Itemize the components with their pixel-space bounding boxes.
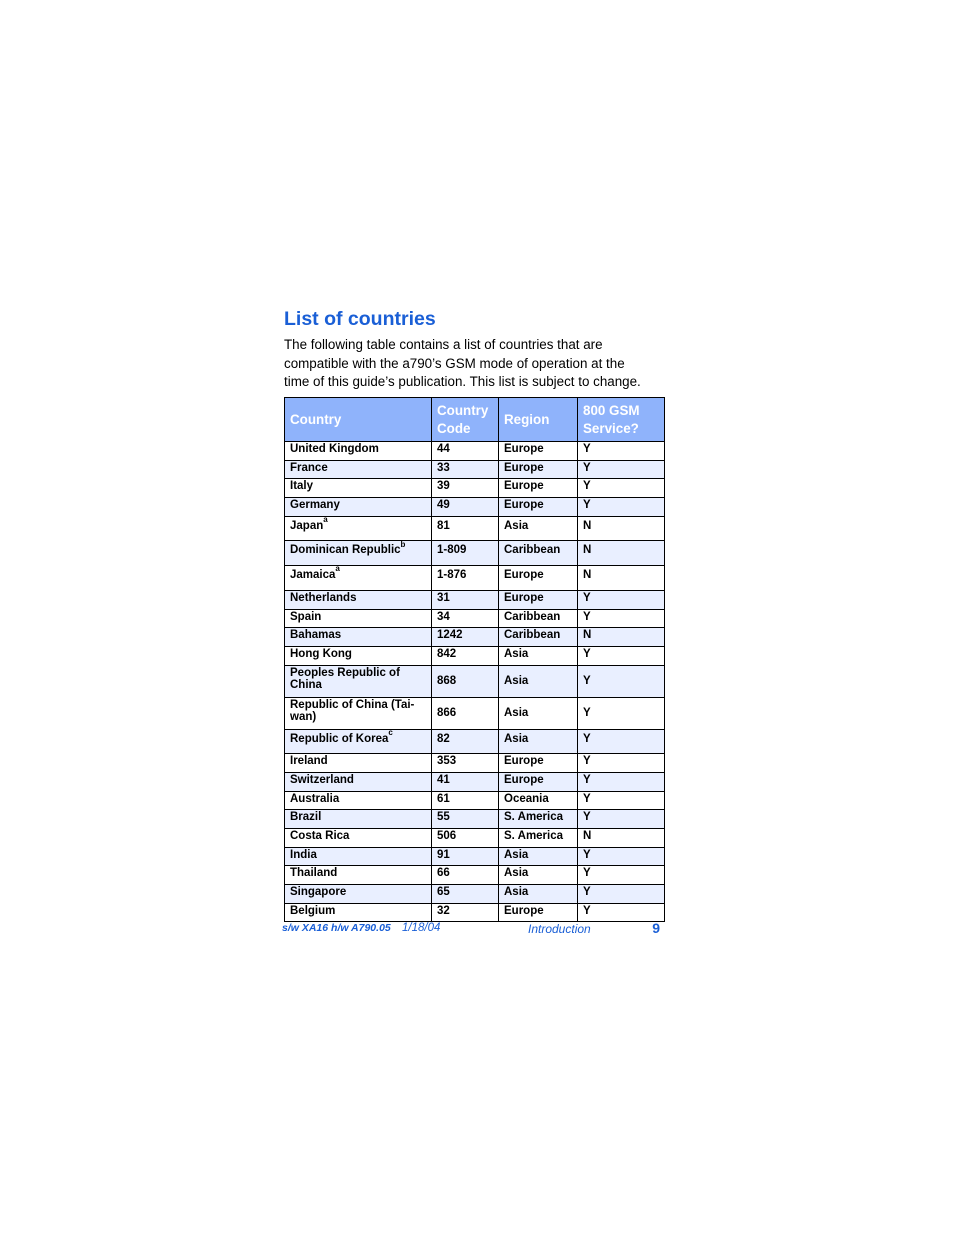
table-row <box>285 810 665 829</box>
cell-service: Y <box>578 460 665 479</box>
cell-code: 41 <box>432 772 499 791</box>
cell-region: S. America <box>499 829 578 848</box>
cell-code: 44 <box>432 442 499 461</box>
cell-country: Singapore <box>285 885 432 904</box>
cell-service: Y <box>578 697 665 729</box>
cell-country: Thailand <box>285 866 432 885</box>
cell-region: Europe <box>499 566 578 591</box>
cell-code: 31 <box>432 590 499 609</box>
table-row <box>285 442 665 461</box>
cell-country: Germany <box>285 498 432 517</box>
cell-code: 66 <box>432 866 499 885</box>
cell-service: Y <box>578 442 665 461</box>
cell-country: United Kingdom <box>285 442 432 461</box>
cell-region: Asia <box>499 646 578 665</box>
intro-paragraph <box>284 336 674 392</box>
table-row <box>285 729 665 754</box>
cell-service: Y <box>578 885 665 904</box>
table-row <box>285 866 665 885</box>
table-row <box>285 541 665 566</box>
cell-code: 842 <box>432 646 499 665</box>
table-header-row <box>285 398 665 442</box>
table-row <box>285 590 665 609</box>
cell-code: 55 <box>432 810 499 829</box>
cell-country: Republic of Korea$^c$ <box>285 729 432 754</box>
cell-region: Europe <box>499 903 578 922</box>
cell-country: Hong Kong <box>285 646 432 665</box>
cell-service: N <box>578 829 665 848</box>
table-row <box>285 479 665 498</box>
cell-service: N <box>578 566 665 591</box>
cell-service: Y <box>578 665 665 697</box>
cell-code: 65 <box>432 885 499 904</box>
cell-service: Y <box>578 772 665 791</box>
intro-line: time of this guide’s publication. This list is subject to change. <box>284 374 641 389</box>
cell-service: N <box>578 541 665 566</box>
cell-code: 82 <box>432 729 499 754</box>
header-region: Region <box>499 398 578 442</box>
table-row <box>285 829 665 848</box>
table-row <box>285 609 665 628</box>
cell-service: Y <box>578 866 665 885</box>
table-row <box>285 697 665 729</box>
cell-region: Asia <box>499 866 578 885</box>
cell-region: Asia <box>499 847 578 866</box>
page-footer <box>282 920 664 938</box>
cell-country: Australia <box>285 791 432 810</box>
cell-code: 81 <box>432 516 499 541</box>
cell-code: 49 <box>432 498 499 517</box>
table-row <box>285 847 665 866</box>
cell-country: Belgium <box>285 903 432 922</box>
cell-code: 1-876 <box>432 566 499 591</box>
cell-region: Europe <box>499 479 578 498</box>
cell-service: N <box>578 516 665 541</box>
footnote-marker: c <box>388 727 393 737</box>
cell-code: 866 <box>432 697 499 729</box>
cell-region: Oceania <box>499 791 578 810</box>
cell-country: Republic of China (Tai- wan) <box>285 697 432 729</box>
cell-country: Bahamas <box>285 628 432 647</box>
table-row <box>285 885 665 904</box>
cell-country: Spain <box>285 609 432 628</box>
cell-country: Dominican Republic$^b$ <box>285 541 432 566</box>
header-country: Country <box>285 398 432 442</box>
cell-region: Caribbean <box>499 628 578 647</box>
cell-code: 91 <box>432 847 499 866</box>
cell-region: Asia <box>499 885 578 904</box>
cell-code: 33 <box>432 460 499 479</box>
table-row <box>285 665 665 697</box>
cell-code: 1-809 <box>432 541 499 566</box>
cell-region: Asia <box>499 665 578 697</box>
cell-country: Italy <box>285 479 432 498</box>
cell-region: Caribbean <box>499 609 578 628</box>
cell-service: Y <box>578 479 665 498</box>
table-row <box>285 646 665 665</box>
cell-code: 868 <box>432 665 499 697</box>
cell-service: N <box>578 628 665 647</box>
cell-region: S. America <box>499 810 578 829</box>
cell-country: Switzerland <box>285 772 432 791</box>
countries-table <box>284 397 665 922</box>
cell-service: Y <box>578 498 665 517</box>
cell-service: Y <box>578 847 665 866</box>
cell-region: Europe <box>499 460 578 479</box>
footer-section: Introduction <box>528 922 591 936</box>
cell-country: Brazil <box>285 810 432 829</box>
cell-region: Europe <box>499 590 578 609</box>
cell-service: Y <box>578 609 665 628</box>
cell-service: Y <box>578 754 665 773</box>
page-title: List of countries <box>284 308 436 330</box>
table-row <box>285 754 665 773</box>
cell-country: Costa Rica <box>285 829 432 848</box>
table-row <box>285 460 665 479</box>
cell-service: Y <box>578 590 665 609</box>
intro-line: compatible with the a790’s GSM mode of operation at the <box>284 355 625 371</box>
cell-region: Caribbean <box>499 541 578 566</box>
intro-line: The following table contains a list of countries that are <box>284 337 603 352</box>
table-row <box>285 498 665 517</box>
cell-region: Asia <box>499 729 578 754</box>
cell-code: 506 <box>432 829 499 848</box>
cell-country: Netherlands <box>285 590 432 609</box>
header-country-code: Country Code <box>432 398 499 442</box>
cell-code: 32 <box>432 903 499 922</box>
cell-region: Europe <box>499 772 578 791</box>
cell-code: 1242 <box>432 628 499 647</box>
table-row <box>285 516 665 541</box>
header-gsm-service: 800 GSM Service? <box>578 398 665 442</box>
cell-country: Jamaica$^a$ <box>285 566 432 591</box>
footnote-marker: a <box>323 514 328 524</box>
cell-service: Y <box>578 903 665 922</box>
cell-country: Japan$^a$ <box>285 516 432 541</box>
cell-code: 353 <box>432 754 499 773</box>
cell-service: Y <box>578 810 665 829</box>
cell-code: 34 <box>432 609 499 628</box>
cell-service: Y <box>578 729 665 754</box>
footer-version: s/w XA16 h/w A790.05 <box>282 922 391 934</box>
cell-country: Peoples Republic of China <box>285 665 432 697</box>
cell-region: Europe <box>499 498 578 517</box>
table-row <box>285 628 665 647</box>
page-number: 9 <box>652 920 660 936</box>
cell-country: Ireland <box>285 754 432 773</box>
cell-code: 61 <box>432 791 499 810</box>
cell-region: Asia <box>499 516 578 541</box>
footnote-marker: a <box>335 564 340 574</box>
table-row <box>285 772 665 791</box>
cell-service: Y <box>578 646 665 665</box>
cell-region: Asia <box>499 697 578 729</box>
cell-region: Europe <box>499 754 578 773</box>
cell-country: India <box>285 847 432 866</box>
footer-date: 1/18/04 <box>402 922 441 934</box>
footnote-marker: b <box>400 539 406 549</box>
cell-service: Y <box>578 791 665 810</box>
cell-region: Europe <box>499 442 578 461</box>
table-body <box>285 442 665 922</box>
table-row <box>285 791 665 810</box>
cell-code: 39 <box>432 479 499 498</box>
table-row <box>285 566 665 591</box>
cell-country: France <box>285 460 432 479</box>
